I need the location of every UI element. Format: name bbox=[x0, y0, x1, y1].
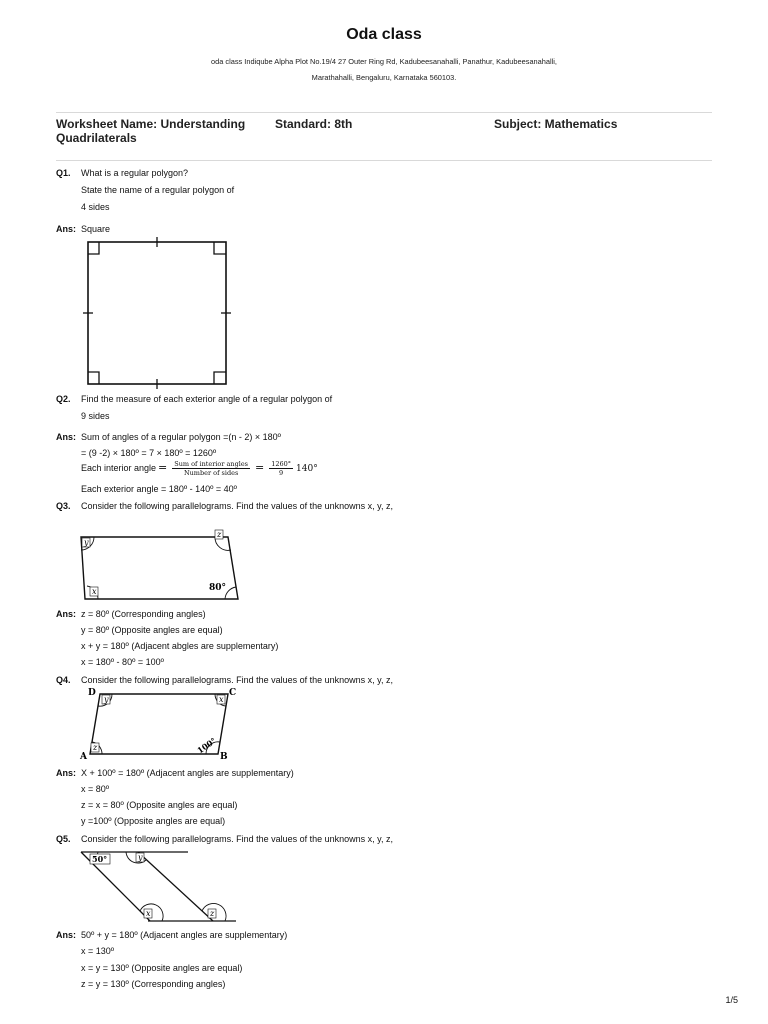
q3-ans-label: Ans: bbox=[56, 609, 76, 619]
page-title: Oda class bbox=[346, 26, 422, 43]
q4-vertex-d: D bbox=[88, 688, 96, 698]
q5-ans-2: x = 130º bbox=[81, 946, 115, 956]
q1-line-2: State the name of a regular polygon of bbox=[81, 185, 235, 195]
q3-ans-1: z = 80º (Corresponding angles) bbox=[81, 609, 206, 619]
worksheet-subject: Subject: Mathematics bbox=[494, 117, 618, 131]
q4-fig-angle: 100° bbox=[195, 735, 218, 756]
q2-ans-label: Ans: bbox=[56, 432, 76, 442]
q2-ans-line-1: Sum of angles of a regular polygon =(n - 2) × 180º bbox=[81, 432, 281, 442]
address bbox=[0, 54, 768, 86]
divider-bottom bbox=[56, 160, 712, 161]
q4-fig-y: y bbox=[104, 695, 109, 704]
q4-vertex-b: B bbox=[220, 752, 228, 762]
q5-ans-4: z = y = 130º (Corresponding angles) bbox=[81, 979, 226, 989]
q1-answer: Square bbox=[81, 224, 111, 234]
q1-label: Q1. bbox=[56, 168, 71, 178]
parallelogram-q5-figure bbox=[78, 846, 240, 924]
q5-ans-3: x = y = 130º (Opposite angles are equal) bbox=[81, 963, 243, 973]
q5-fig-angle: 50° bbox=[92, 854, 108, 864]
worksheet-name: Worksheet Name: Understanding Quadrilaterals bbox=[56, 117, 246, 145]
q3-fig-z: z bbox=[217, 530, 222, 539]
parallelogram-q3-figure bbox=[78, 524, 248, 604]
fraction-sum-over-sides: $\frac{\text{Sum of interior angles}}{\text{Number of sides}}$ bbox=[174, 460, 248, 477]
q4-fig-x: x bbox=[219, 695, 224, 704]
q5-ans-1: 50º + y = 180º (Adjacent angles are supplementary) bbox=[81, 930, 288, 940]
interior-prefix: Each interior angle bbox=[81, 462, 157, 473]
q2-ans-line-4: Each exterior angle = 180º - 140º = 40º bbox=[81, 484, 237, 494]
q1-line-1: What is a regular polygon? bbox=[81, 168, 189, 178]
q2-ans-interior: Each interior angle = $\frac{\text{Sum of interior angles}}{\text{Number of sides}}$ = $\frac{1260^\circ}{9}$ 140° bbox=[81, 460, 318, 477]
q4-text: Consider the following parallelograms. Find the values of the unknowns x, y, z, bbox=[81, 675, 393, 685]
q1-ans-label: Ans: bbox=[56, 224, 76, 234]
q5-fig-y: y bbox=[138, 853, 143, 862]
q2-label: Q2. bbox=[56, 394, 71, 404]
q2-ans-line-2: = (9 -2) × 180º = 7 × 180º = 1260º bbox=[81, 448, 217, 458]
q4-ans-3: z = x = 80º (Opposite angles are equal) bbox=[81, 800, 238, 810]
address-line-1: oda class Indiqube Alpha Plot No.19/4 27 Outer Ring Rd, Kadubeesanahalli, Panathur, Kadubeesanahalli, bbox=[211, 57, 557, 66]
page-number: 1/5 bbox=[725, 995, 738, 1005]
q4-ans-4: y =100º (Opposite angles are equal) bbox=[81, 816, 226, 826]
divider-top bbox=[56, 112, 712, 113]
q4-vertex-c: C bbox=[229, 688, 237, 698]
q5-ans-label: Ans: bbox=[56, 930, 76, 940]
interior-result: 140° bbox=[296, 463, 318, 474]
q3-fig-x: x bbox=[92, 587, 97, 596]
q4-fig-z: z bbox=[93, 743, 98, 752]
q1-line-3: 4 sides bbox=[81, 202, 110, 212]
fraction-1260-over-9: $\frac{1260^\circ}{9}$ bbox=[271, 460, 292, 477]
parallelogram-q4-figure bbox=[78, 686, 248, 764]
q3-text: Consider the following parallelograms. Find the values of the unknowns x, y, z, bbox=[81, 501, 393, 511]
q4-label: Q4. bbox=[56, 675, 71, 685]
q2-line-1: Find the measure of each exterior angle of a regular polygon of bbox=[81, 394, 333, 404]
q5-label: Q5. bbox=[56, 834, 71, 844]
q3-fig-y: y bbox=[84, 538, 89, 547]
address-line-2: Marathahalli, Bengaluru, Karnataka 560103. bbox=[311, 73, 457, 82]
q3-ans-4: x = 180º - 80º = 100º bbox=[81, 657, 164, 667]
q3-ans-3: x + y = 180º (Adjacent abgles are supplementary) bbox=[81, 641, 279, 651]
q4-ans-label: Ans: bbox=[56, 768, 76, 778]
q4-vertex-a: A bbox=[80, 752, 87, 762]
q3-label: Q3. bbox=[56, 501, 71, 511]
q5-text: Consider the following parallelograms. Find the values of the unknowns x, y, z, bbox=[81, 834, 393, 844]
worksheet-standard: Standard: 8th bbox=[275, 117, 353, 131]
q3-fig-angle: 80° bbox=[209, 583, 227, 593]
square-figure bbox=[80, 236, 240, 391]
q5-fig-z: z bbox=[210, 909, 215, 918]
q4-ans-2: x = 80º bbox=[81, 784, 110, 794]
q2-line-2: 9 sides bbox=[81, 411, 110, 421]
q5-fig-x: x bbox=[146, 909, 151, 918]
q3-ans-2: y = 80º (Opposite angles are equal) bbox=[81, 625, 223, 635]
q4-ans-1: X + 100º = 180º (Adjacent angles are supplementary) bbox=[81, 768, 294, 778]
